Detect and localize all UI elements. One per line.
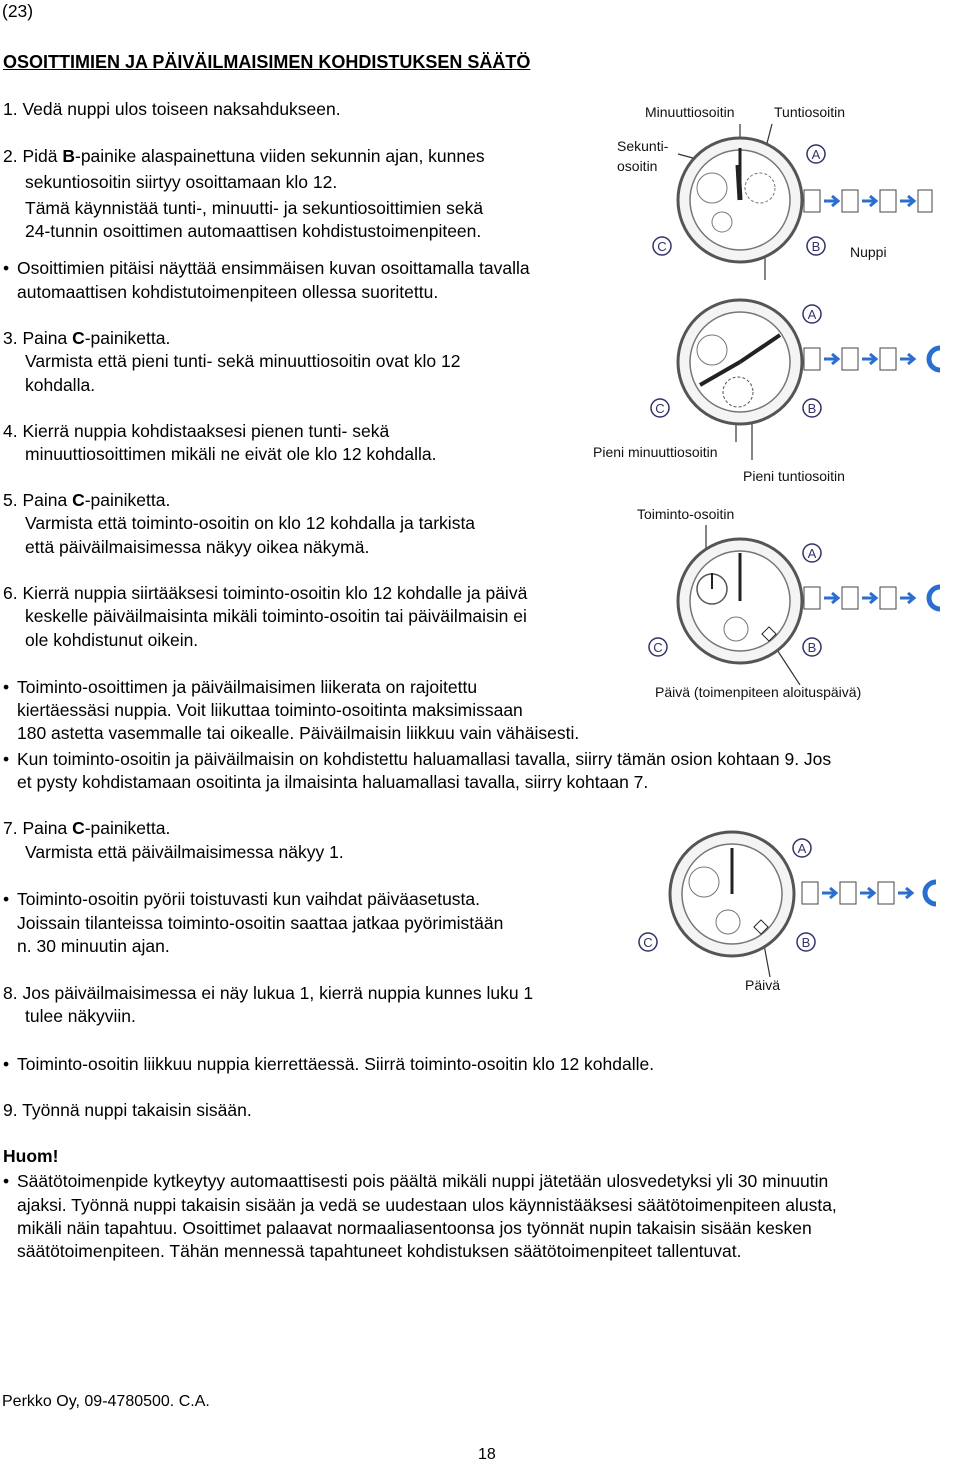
note-title: Huom! (3, 1146, 59, 1166)
svg-text:A: A (807, 307, 817, 322)
svg-text:C: C (643, 935, 653, 950)
bullet-1-line-2: automaattisen kohdistutoimenpiteen ollessa suoritettu. (17, 282, 439, 302)
svg-text:C: C (653, 640, 663, 655)
button-c-icon (649, 638, 667, 656)
note-line-4: säätötoimenpiteen. Tähän mennessä tapahtuneet kohdistuksen säätötoimenpiteet tallentuvat. (17, 1241, 742, 1261)
step-7-line-1: 7. Paina C-painiketta. (3, 818, 171, 838)
step-1: 1. Vedä nuppi ulos toiseen naksahdukseen. (3, 99, 341, 119)
step-2-line-3: Tämä käynnistää tunti-, minuutti- ja sekuntiosoittimien sekä (25, 198, 484, 218)
note-line-3: mikäli näin tapahtuu. Osoittimet palaavat normaaliasentoonsa jos työnnät nupin takaisin sisään kesken (17, 1218, 812, 1238)
bullet-4-line-2: Joissain tilanteissa toiminto-osoitin saattaa jatkaa pyörimistään (17, 913, 504, 933)
label-crown: Nuppi (850, 244, 887, 260)
button-a-icon (793, 839, 811, 857)
page-title: OSOITTIMIEN JA PÄIVÄILMAISIMEN KOHDISTUKSEN SÄÄTÖ (3, 52, 531, 72)
watch-figure-3 (640, 525, 950, 685)
button-c-icon (653, 237, 671, 255)
button-a-icon (803, 305, 821, 323)
label-day-start: Päivä (toimenpiteen aloituspäivä) (655, 684, 862, 700)
button-a-icon (807, 145, 825, 163)
watch-case-icon (678, 539, 802, 663)
label-second-hand-1: Sekunti- (617, 138, 669, 154)
svg-text:A: A (811, 147, 821, 162)
bullet-4-line-3: n. 30 minuutin ajan. (17, 936, 170, 956)
step-4-line-1: 4. Kierrä nuppia kohdistaaksesi pienen tunti- sekä (3, 421, 390, 441)
label-second-hand-2: osoitin (617, 158, 658, 174)
bullet-1-line-1: • Osoittimien pitäisi näyttää ensimmäisen kuvan osoittamalla tavalla (17, 257, 530, 280)
page-number: 18 (478, 1446, 496, 1463)
crown-sequence-icon (802, 882, 936, 904)
button-b-icon (803, 638, 821, 656)
button-b-icon (803, 399, 821, 417)
button-a-icon (803, 544, 821, 562)
label-small-hour: Pieni tuntiosoitin (743, 468, 845, 484)
step-5-line-2: Varmista että toiminto-osoitin on klo 12 kohdalla ja tarkista (25, 513, 476, 533)
page-reference: (23) (2, 1, 34, 21)
watch-figure-1 (640, 110, 940, 290)
bullet-2-line-3: 180 astetta vasemmalle tai oikealle. Päiväilmaisin liikkuu vain vähäisesti. (17, 723, 580, 743)
svg-text:B: B (807, 401, 817, 416)
svg-text:B: B (811, 239, 821, 254)
label-day: Päivä (745, 977, 781, 993)
svg-text:A: A (807, 546, 817, 561)
button-c-icon (639, 933, 657, 951)
bullet-3-line-2: et pysty kohdistamaan osoitinta ja ilmaisinta haluamallasi tavalla, siirry kohtaan 7. (17, 772, 649, 792)
note-line-1: • Säätötoimenpide kytkeytyy automaattisesti pois päältä mikäli nuppi jätetään ulosvedetyksi yli 30 minuutin (17, 1170, 828, 1193)
svg-text:B: B (807, 640, 817, 655)
step-6-line-1: 6. Kierrä nuppia siirtääksesi toiminto-osoitin klo 12 kohdalle ja päivä (3, 583, 528, 603)
step-2-line-1: 2. Pidä B-painike alaspainettuna viiden sekunnin ajan, kunnes (3, 146, 485, 166)
step-7-line-2: Varmista että päiväilmaisimessa näkyy 1. (25, 842, 344, 862)
svg-text:A: A (797, 841, 807, 856)
footer-company: Perkko Oy, 09-4780500. C.A. (2, 1393, 210, 1410)
note-line-2: ajaksi. Työnnä nuppi takaisin sisään ja vedä se uudestaan ulos käynnistääksesi säätötoimenpiteen alusta, (17, 1195, 837, 1215)
step-8-line-2: tulee näkyviin. (25, 1006, 136, 1026)
label-hour-hand: Tuntiosoitin (774, 104, 846, 120)
bullet-5: • Toiminto-osoitin liikkuu nuppia kierrettäessä. Siirrä toiminto-osoitin klo 12 kohdalle. (17, 1053, 654, 1076)
crown-sequence-icon (804, 587, 940, 609)
step-8-line-1: 8. Jos päiväilmaisimessa ei näy lukua 1, kierrä nuppia kunnes luku 1 (3, 983, 534, 1003)
button-b-icon (797, 933, 815, 951)
label-minute-hand: Minuuttiosoitin (645, 104, 735, 120)
label-small-minute: Pieni minuuttiosoitin (593, 444, 718, 460)
button-b-icon (807, 237, 825, 255)
bullet-2-line-1: • Toiminto-osoittimen ja päiväilmaisimen liikerata on rajoitettu (17, 676, 477, 699)
svg-text:B: B (801, 935, 811, 950)
crown-sequence-icon (804, 190, 932, 212)
watch-case-icon (678, 300, 802, 424)
watch-figure-4 (630, 822, 950, 982)
watch-case-icon (670, 832, 794, 956)
step-5-line-1: 5. Paina C-painiketta. (3, 490, 171, 510)
label-function-hand: Toiminto-osoitin (637, 506, 735, 522)
svg-text:C: C (655, 401, 665, 416)
step-6-line-2: keskelle päiväilmaisinta mikäli toiminto-osoitin tai päiväilmaisin ei (25, 606, 527, 626)
step-3-line-1: 3. Paina C-painiketta. (3, 328, 171, 348)
step-5-line-3: että päiväilmaisimessa näkyy oikea näkymä. (25, 537, 370, 557)
step-9: 9. Työnnä nuppi takaisin sisään. (3, 1100, 252, 1120)
step-3-line-2: Varmista että pieni tunti- sekä minuuttiosoitin ovat klo 12 (25, 351, 461, 371)
step-3-line-3: kohdalla. (25, 375, 96, 395)
step-2-line-4: 24-tunnin osoittimen automaattisen kohdistustoimenpiteen. (25, 221, 482, 241)
crown-sequence-icon (804, 348, 940, 370)
bullet-3-line-1: • Kun toiminto-osoitin ja päiväilmaisin on kohdistettu haluamallasi tavalla, siirry tämän osion kohtaan 9. Jos (17, 748, 831, 771)
step-2-line-2: sekuntiosoitin siirtyy osoittamaan klo 12. (25, 172, 338, 192)
watch-case-icon (678, 138, 802, 262)
watch-figure-2 (640, 290, 950, 460)
bullet-2-line-2: kiertäessäsi nuppia. Voit liikuttaa toiminto-osoitinta maksimissaan (17, 700, 523, 720)
svg-text:C: C (657, 239, 667, 254)
step-6-line-3: ole kohdistunut oikein. (25, 630, 199, 650)
step-4-line-2: minuuttiosoittimen mikäli ne eivät ole klo 12 kohdalla. (25, 444, 437, 464)
button-c-icon (651, 399, 669, 417)
bullet-4-line-1: • Toiminto-osoitin pyörii toistuvasti kun vaihdat päiväasetusta. (17, 888, 480, 911)
